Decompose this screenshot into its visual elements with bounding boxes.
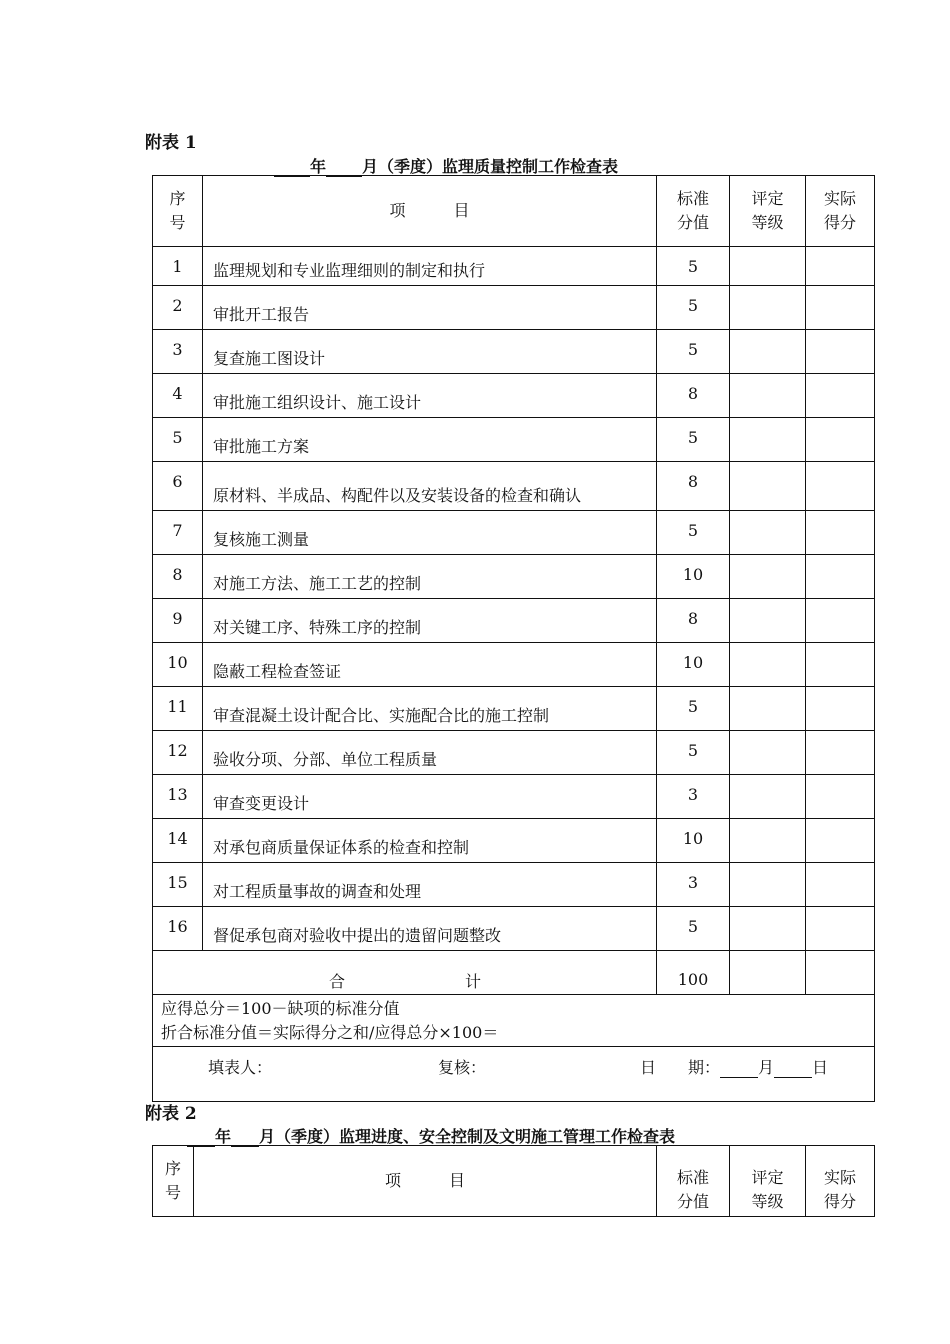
row-grade-cell[interactable] — [730, 731, 806, 775]
table-row — [153, 599, 875, 643]
signature-cell — [153, 1047, 875, 1102]
row-number: 15 — [153, 863, 203, 907]
table-row — [153, 511, 875, 555]
row-standard-score: 5 — [657, 731, 730, 775]
table-row — [153, 819, 875, 863]
table-row — [153, 374, 875, 418]
row-item: 隐蔽工程检查签证 — [203, 643, 657, 687]
table-row — [153, 330, 875, 374]
table2-title — [187, 1124, 675, 1147]
row-grade-cell[interactable] — [730, 907, 806, 951]
row-number: 6 — [153, 462, 203, 511]
header-actual-score: 实际 得分 — [806, 1146, 875, 1217]
row-actual-cell[interactable] — [806, 599, 875, 643]
row-standard-score: 3 — [657, 863, 730, 907]
year-blank — [187, 1127, 215, 1147]
row-standard-score: 8 — [657, 462, 730, 511]
row-number: 5 — [153, 418, 203, 462]
formula-line-2: 折合标准分值＝实际得分之和/应得总分×100＝ — [161, 1023, 499, 1042]
total-row — [153, 951, 875, 995]
row-standard-score: 8 — [657, 374, 730, 418]
row-item: 监理规划和专业监理细则的制定和执行 — [203, 247, 657, 286]
table-row — [153, 286, 875, 330]
row-item: 原材料、半成品、构配件以及安装设备的检查和确认 — [203, 462, 657, 511]
row-actual-cell[interactable] — [806, 330, 875, 374]
row-item: 审批施工组织设计、施工设计 — [203, 374, 657, 418]
row-actual-cell[interactable] — [806, 418, 875, 462]
row-standard-score: 5 — [657, 247, 730, 286]
header-seq: 序 号 — [153, 176, 203, 247]
row-grade-cell[interactable] — [730, 330, 806, 374]
row-number: 11 — [153, 687, 203, 731]
row-grade-cell[interactable] — [730, 511, 806, 555]
formula-cell — [153, 995, 875, 1047]
row-grade-cell[interactable] — [730, 286, 806, 330]
title-year: 年 — [215, 1127, 232, 1146]
table-row — [153, 687, 875, 731]
row-number: 9 — [153, 599, 203, 643]
total-grade-cell[interactable] — [730, 951, 806, 995]
year-blank — [274, 157, 310, 177]
row-standard-score: 3 — [657, 775, 730, 819]
row-grade-cell[interactable] — [730, 462, 806, 511]
table-row — [153, 418, 875, 462]
table-row — [153, 731, 875, 775]
row-item: 对承包商质量保证体系的检查和控制 — [203, 819, 657, 863]
row-number: 2 — [153, 286, 203, 330]
table-row — [153, 643, 875, 687]
header-grade: 评定 等级 — [730, 1146, 806, 1217]
table1-label: 附表 1 — [145, 133, 197, 153]
total-label: 合 计 — [153, 951, 657, 995]
row-actual-cell[interactable] — [806, 907, 875, 951]
row-actual-cell[interactable] — [806, 643, 875, 687]
table-row — [153, 775, 875, 819]
row-item: 复核施工测量 — [203, 511, 657, 555]
row-standard-score: 10 — [657, 555, 730, 599]
row-standard-score: 5 — [657, 687, 730, 731]
header-seq: 序 号 — [153, 1146, 194, 1217]
row-grade-cell[interactable] — [730, 374, 806, 418]
row-item: 审批开工报告 — [203, 286, 657, 330]
row-number: 12 — [153, 731, 203, 775]
reviewer-label: 复核： — [438, 1058, 487, 1077]
row-item: 审查混凝土设计配合比、实施配合比的施工控制 — [203, 687, 657, 731]
row-grade-cell[interactable] — [730, 555, 806, 599]
row-actual-cell[interactable] — [806, 819, 875, 863]
table-row — [153, 555, 875, 599]
header-item: 项 目 — [203, 176, 657, 247]
row-item: 验收分项、分部、单位工程质量 — [203, 731, 657, 775]
row-number: 16 — [153, 907, 203, 951]
row-actual-cell[interactable] — [806, 374, 875, 418]
header-row — [153, 1146, 875, 1217]
table2-label: 附表 2 — [145, 1104, 197, 1124]
row-number: 14 — [153, 819, 203, 863]
row-item: 审查变更设计 — [203, 775, 657, 819]
row-standard-score: 5 — [657, 511, 730, 555]
row-grade-cell[interactable] — [730, 819, 806, 863]
row-actual-cell[interactable] — [806, 511, 875, 555]
row-standard-score: 8 — [657, 599, 730, 643]
total-actual-cell[interactable] — [806, 951, 875, 995]
row-number: 7 — [153, 511, 203, 555]
row-grade-cell[interactable] — [730, 643, 806, 687]
table-row — [153, 462, 875, 511]
row-actual-cell[interactable] — [806, 863, 875, 907]
row-actual-cell[interactable] — [806, 775, 875, 819]
date-field[interactable]: 日 期： 月 日 — [640, 1058, 829, 1077]
row-standard-score: 10 — [657, 819, 730, 863]
row-standard-score: 5 — [657, 286, 730, 330]
row-standard-score: 5 — [657, 418, 730, 462]
formula-line-1: 应得总分＝100－缺项的标准分值 — [161, 999, 400, 1018]
row-actual-cell[interactable] — [806, 462, 875, 511]
table-row — [153, 863, 875, 907]
header-standard-score: 标准 分值 — [657, 176, 730, 247]
row-standard-score: 5 — [657, 330, 730, 374]
header-actual-score: 实际 得分 — [806, 176, 875, 247]
table-row — [153, 907, 875, 951]
filler-label: 填表人： — [208, 1058, 273, 1077]
row-number: 1 — [153, 247, 203, 286]
month-blank — [326, 157, 362, 177]
row-grade-cell[interactable] — [730, 247, 806, 286]
row-actual-cell[interactable] — [806, 286, 875, 330]
quality-check-table — [152, 175, 875, 1102]
row-grade-cell[interactable] — [730, 775, 806, 819]
row-standard-score: 5 — [657, 907, 730, 951]
row-item: 对关键工序、特殊工序的控制 — [203, 599, 657, 643]
row-item: 对工程质量事故的调查和处理 — [203, 863, 657, 907]
row-actual-cell[interactable] — [806, 555, 875, 599]
row-actual-cell[interactable] — [806, 731, 875, 775]
row-actual-cell[interactable] — [806, 247, 875, 286]
row-grade-cell[interactable] — [730, 687, 806, 731]
row-number: 10 — [153, 643, 203, 687]
signature-row — [153, 1047, 875, 1102]
row-number: 3 — [153, 330, 203, 374]
row-standard-score: 10 — [657, 643, 730, 687]
formula-row — [153, 995, 875, 1047]
row-number: 13 — [153, 775, 203, 819]
row-actual-cell[interactable] — [806, 687, 875, 731]
row-grade-cell[interactable] — [730, 863, 806, 907]
header-item: 项 目 — [194, 1146, 657, 1217]
header-standard-score: 标准 分值 — [657, 1146, 730, 1217]
month-blank — [231, 1127, 259, 1147]
progress-safety-check-table — [152, 1145, 875, 1217]
title-year: 年 — [310, 157, 327, 176]
header-row — [153, 176, 875, 247]
total-score: 100 — [657, 951, 730, 995]
title-rest: 月（季度）监理进度、安全控制及文明施工管理工作检查表 — [259, 1127, 676, 1146]
table1-title — [274, 154, 618, 177]
row-number: 4 — [153, 374, 203, 418]
row-item: 对施工方法、施工工艺的控制 — [203, 555, 657, 599]
row-grade-cell[interactable] — [730, 418, 806, 462]
row-grade-cell[interactable] — [730, 599, 806, 643]
row-item: 督促承包商对验收中提出的遗留问题整改 — [203, 907, 657, 951]
row-item: 审批施工方案 — [203, 418, 657, 462]
row-item: 复查施工图设计 — [203, 330, 657, 374]
title-rest: 月（季度）监理质量控制工作检查表 — [362, 157, 619, 176]
table-row — [153, 247, 875, 286]
header-grade: 评定 等级 — [730, 176, 806, 247]
row-number: 8 — [153, 555, 203, 599]
